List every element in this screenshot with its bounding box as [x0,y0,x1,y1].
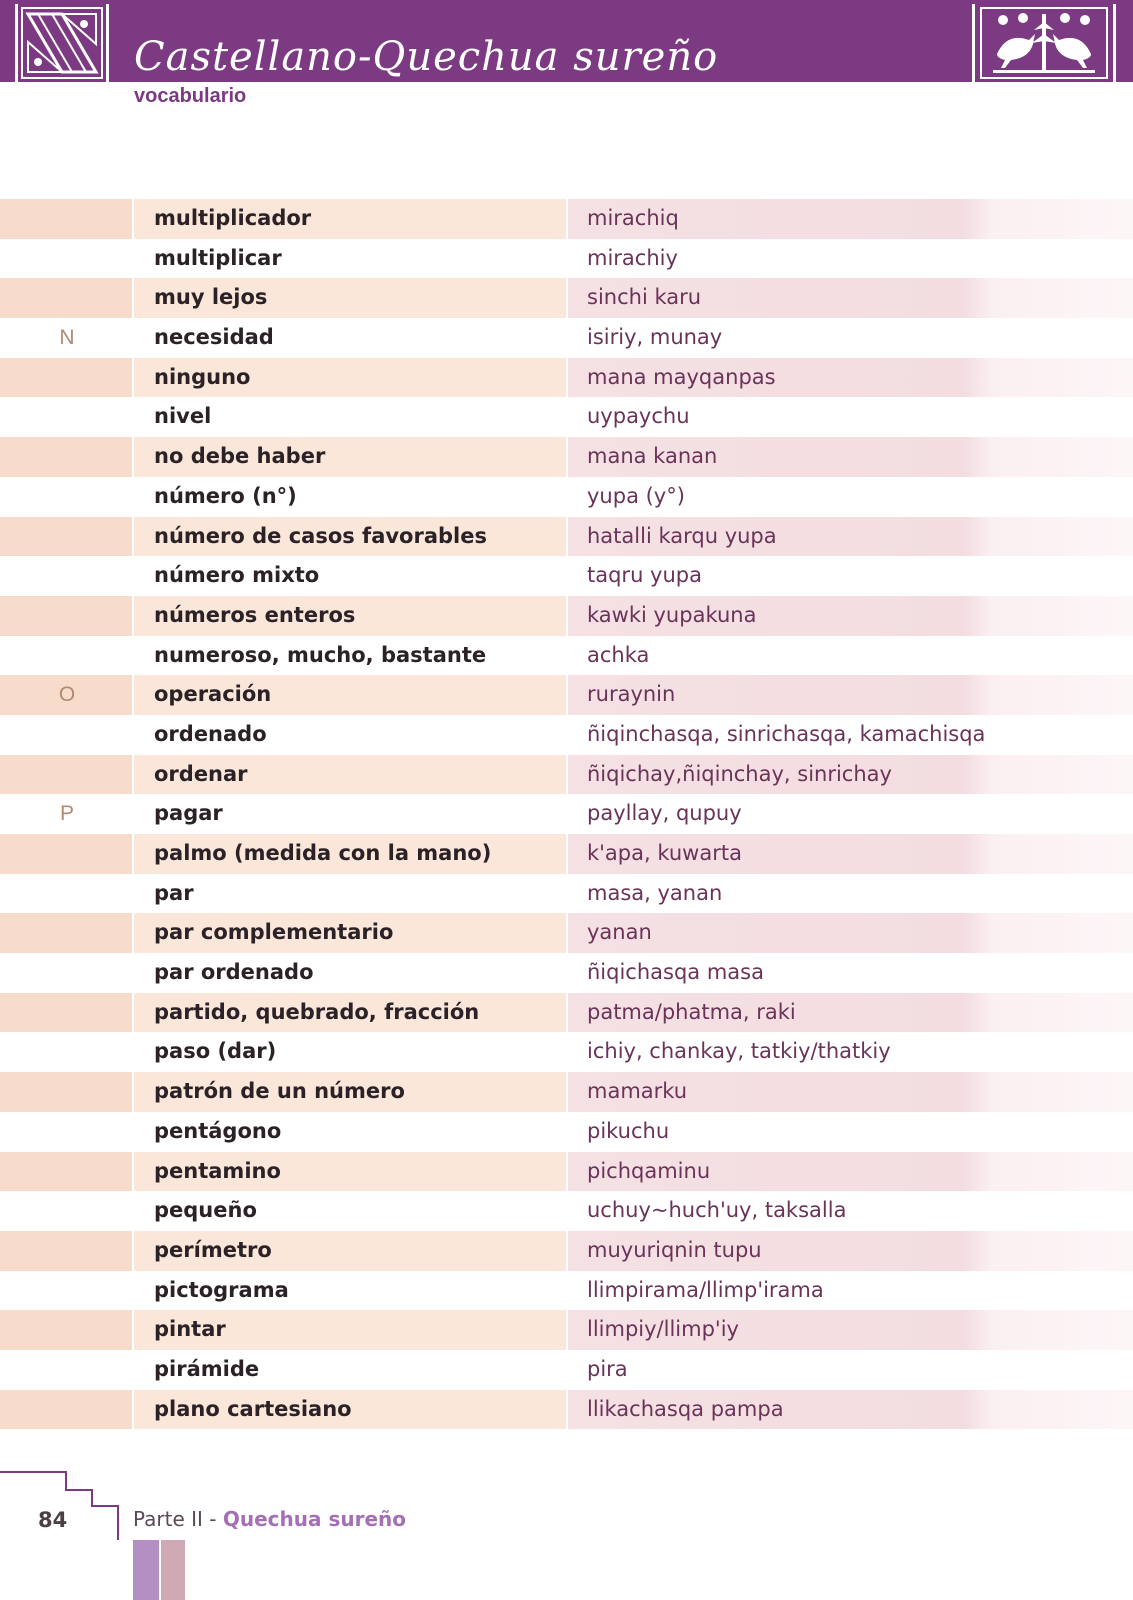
quechua-term: ñiqinchasqa, sinrichasqa, kamachisqa [587,721,986,746]
quechua-term: achka [587,642,650,667]
footer-part-name: Quechua sureño [222,1507,407,1531]
table-row [0,755,1133,795]
table-row [0,1271,1133,1311]
spanish-term: ordenado [154,721,267,746]
table-row [0,397,1133,437]
row-bg-letter [0,993,132,1033]
section-letter: O [58,683,76,707]
section-letter: N [59,326,75,350]
quechua-term: hatalli karqu yupa [587,523,777,548]
page-subtitle: vocabulario [134,85,247,107]
row-bg-letter [0,278,132,318]
birds-tree-emblem-icon [972,4,1116,82]
quechua-term: llikachasqa pampa [587,1396,784,1421]
spanish-term: multiplicador [154,206,312,230]
spanish-term: par complementario [154,920,394,945]
table-row [0,834,1133,874]
footer-part-label [133,1507,406,1531]
quechua-term: masa, yanan [587,880,723,905]
table-row [0,993,1133,1033]
table-row [0,715,1133,755]
spanish-term: muy lejos [154,285,268,310]
footer-bar-purple [133,1540,159,1600]
table-row [0,1390,1133,1430]
quechua-term: pira [587,1356,628,1381]
spanish-term: no debe haber [154,444,326,469]
quechua-term: ichiy, chankay, tatkiy/thatkiy [587,1039,891,1064]
table-row [0,517,1133,557]
table-row [0,913,1133,953]
page-number: 84 [38,1508,68,1532]
quechua-term: yanan [587,920,652,945]
table-row [0,1310,1133,1350]
footer-part-prefix: Parte II - [133,1507,223,1531]
quechua-term: payllay, qupuy [587,801,742,826]
spanish-term: patrón de un número [154,1079,405,1104]
quechua-term: mana kanan [587,444,718,469]
row-bg-letter [0,596,132,636]
row-bg-letter [0,913,132,953]
table-row [0,239,1133,279]
quechua-term: isiriy, munay [587,325,723,350]
spanish-term: necesidad [154,325,274,350]
vocabulary-table [0,199,1133,1429]
footer-step-lines [0,1470,140,1540]
quechua-term: sinchi karu [587,285,702,310]
table-row [0,794,1133,834]
quechua-term: llimpiy/llimp'iy [587,1317,739,1342]
table-row [0,318,1133,358]
table-row [0,675,1133,715]
table-row [0,1231,1133,1271]
table-row [0,1191,1133,1231]
page-title: Castellano-Quechua sureño [134,34,719,80]
spanish-term: pagar [154,801,223,826]
spanish-term: pintar [154,1317,226,1342]
table-row [0,1072,1133,1112]
spanish-term: plano cartesiano [154,1396,352,1421]
spanish-term: pictograma [154,1277,289,1302]
table-row [0,278,1133,318]
quechua-term: mirachiq [587,206,679,230]
quechua-term: mamarku [587,1079,688,1104]
quechua-term: pichqaminu [587,1158,711,1183]
table-row [0,1350,1133,1390]
quechua-term: taqru yupa [587,563,702,588]
spanish-term: perímetro [154,1237,272,1262]
table-row [0,874,1133,914]
spanish-term: par [154,880,194,905]
table-row [0,556,1133,596]
spanish-term: pentágono [154,1118,282,1143]
spanish-term: pentamino [154,1158,281,1183]
spanish-term: pequeño [154,1198,257,1223]
table-row [0,1112,1133,1152]
quechua-term: mirachiy [587,245,678,270]
spanish-term: ordenar [154,761,248,786]
spanish-term: operación [154,682,272,707]
footer-bar-pink [161,1540,185,1600]
table-row [0,437,1133,477]
spanish-term: multiplicar [154,245,282,270]
spanish-term: paso (dar) [154,1039,277,1064]
quechua-term: pikuchu [587,1118,670,1143]
quechua-term: ñiqichasqa masa [587,960,764,985]
quechua-term: ñiqichay,ñiqinchay, sinrichay [587,761,892,786]
row-bg-letter [0,437,132,477]
section-letter: P [59,802,74,826]
row-bg-letter [0,1152,132,1192]
quechua-term: ruraynin [587,682,676,707]
table-row [0,636,1133,676]
table-row [0,358,1133,398]
spanish-term: números enteros [154,602,356,627]
row-bg-letter [0,517,132,557]
quechua-term: uypaychu [587,404,690,429]
row-bg-letter [0,755,132,795]
spanish-term: numeroso, mucho, bastante [154,642,487,667]
row-bg-quechua [568,913,1133,953]
spanish-term: nivel [154,404,212,429]
quechua-term: mana mayqanpas [587,364,776,389]
table-row [0,477,1133,517]
row-bg-letter [0,1310,132,1350]
quechua-term: kawki yupakuna [587,602,757,627]
quechua-term: yupa (y°) [587,483,685,508]
table-row [0,596,1133,636]
spanish-term: ninguno [154,364,251,389]
spanish-term: número de casos favorables [154,523,487,548]
table-row [0,1032,1133,1072]
row-bg-letter [0,358,132,398]
spanish-term: número mixto [154,563,320,588]
spanish-term: partido, quebrado, fracción [154,999,480,1024]
spanish-term: palmo (medida con la mano) [154,841,492,865]
spanish-term: número (n°) [154,483,297,508]
table-row [0,953,1133,993]
row-bg-letter [0,1072,132,1112]
row-bg-letter [0,1231,132,1271]
andean-pattern-left-icon [15,4,109,82]
quechua-term: patma/phatma, raki [587,999,796,1024]
row-bg-letter [0,1390,132,1430]
table-row [0,199,1133,239]
table-row [0,1152,1133,1192]
row-bg-letter [0,199,132,239]
spanish-term: par ordenado [154,960,314,985]
spanish-term: pirámide [154,1356,260,1381]
quechua-term: muyuriqnin tupu [587,1237,762,1262]
quechua-term: k'apa, kuwarta [587,841,742,865]
quechua-term: llimpirama/llimp'irama [587,1277,824,1302]
quechua-term: uchuy~huch'uy, taksalla [587,1198,847,1223]
row-bg-letter [0,834,132,874]
